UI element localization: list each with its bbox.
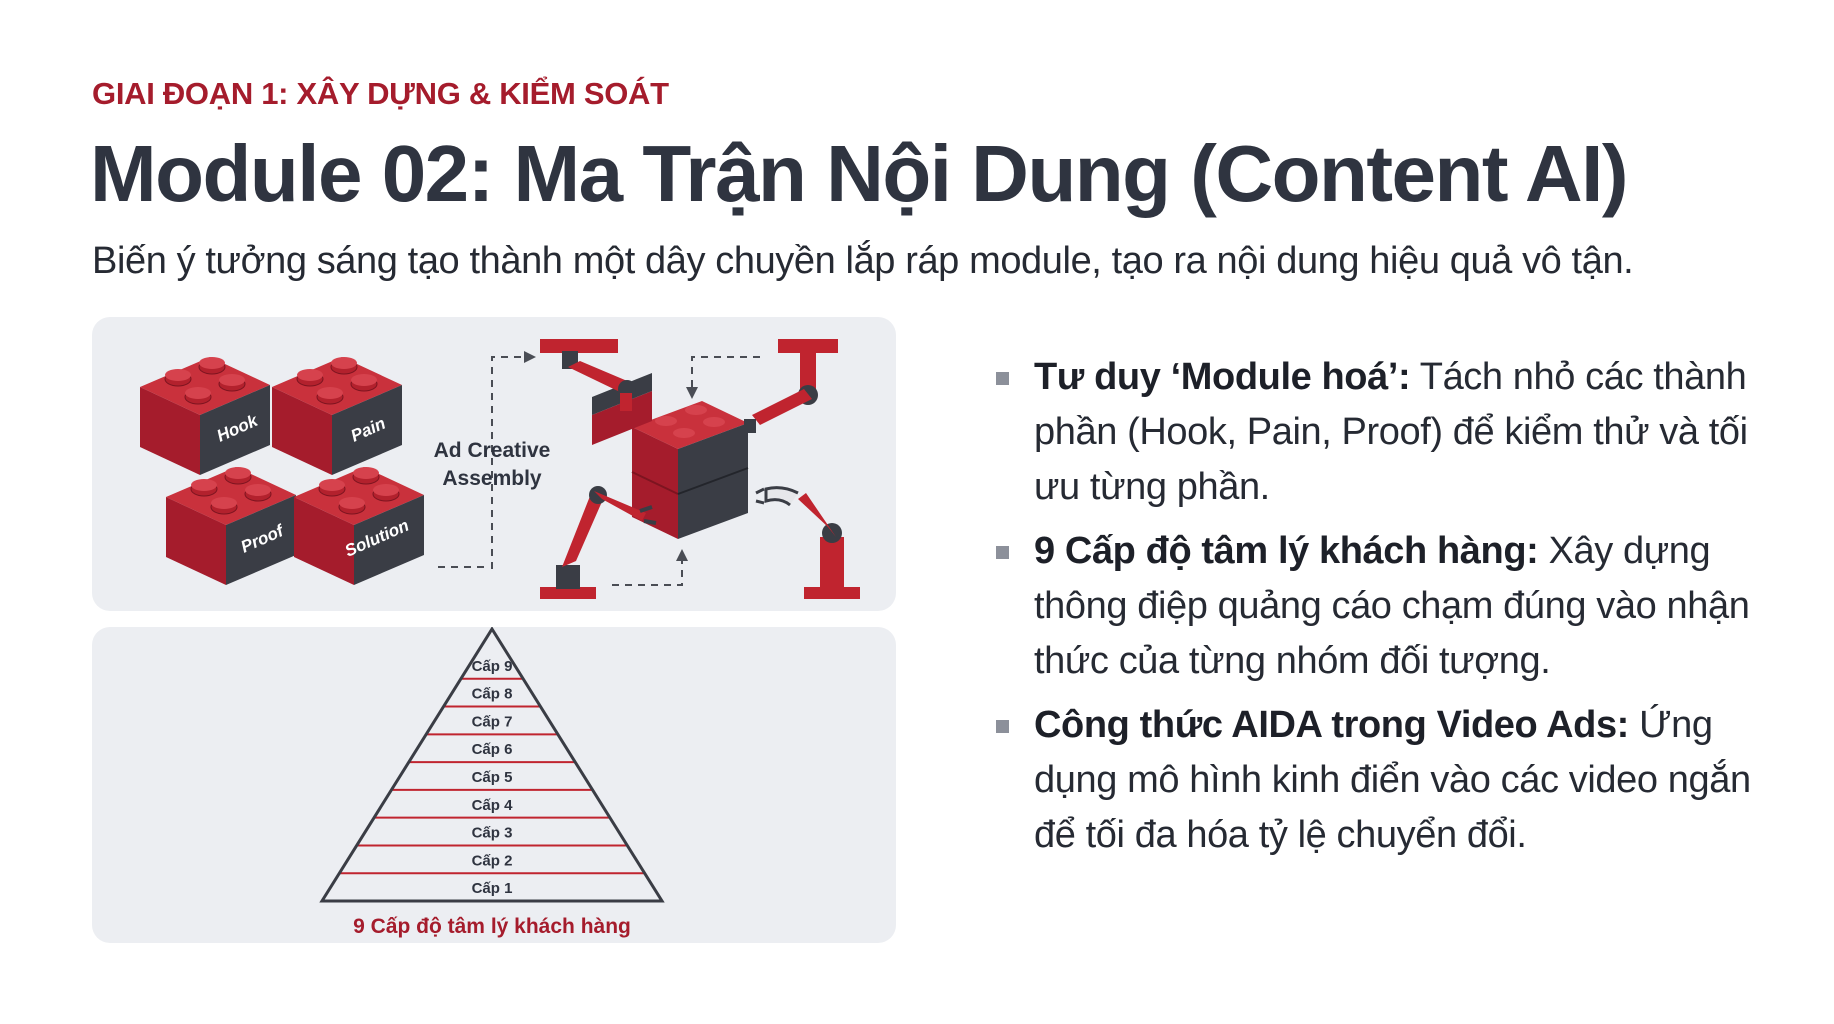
pyramid-level-label: Cấp 5 (471, 769, 513, 786)
pyramid-level-label: Cấp 3 (471, 824, 513, 842)
block-hook (140, 357, 270, 475)
pyramid-level-label: Cấp 8 (471, 685, 513, 703)
block-pain-label: Pain (347, 413, 389, 446)
pyramid-panel (92, 627, 896, 943)
bullet-text: Ứng dụng mô hình kinh điển vào các video ngắn để tối đa hóa tỷ lệ chuyển đổi. (1034, 704, 1751, 856)
pyramid-level-label: Cấp 7 (471, 713, 513, 731)
bullet-text: Xây dựng thông điệp quảng cáo chạm đúng vào nhận thức của từng nhóm đối tượng. (1034, 530, 1750, 682)
feature-bullet-list (996, 350, 1756, 872)
bullet-text: Tách nhỏ các thành phần (Hook, Pain, Proof) để kiểm thử và tối ưu từng phần. (1034, 356, 1748, 508)
robot-arm-bottom-right (756, 488, 860, 599)
bullet-heading: Công thức AIDA trong Video Ads: (1034, 704, 1629, 746)
pyramid-level-label: Cấp 6 (471, 741, 513, 759)
assembly-illustration (92, 317, 896, 611)
assembly-label-line2: Assembly (442, 467, 542, 490)
bullet-item-modularization (996, 350, 1756, 515)
customer-psychology-pyramid (92, 627, 896, 943)
assembly-illustration-panel (92, 317, 896, 611)
pyramid-level-label: Cấp 1 (471, 880, 513, 898)
block-hook-label: Hook (213, 411, 261, 446)
page-subtitle: Biến ý tưởng sáng tạo thành một dây chuyền lắp ráp module, tạo ra nội dung hiệu quả vô tận. (92, 240, 1634, 282)
bullet-heading: 9 Cấp độ tâm lý khách hàng: (1034, 530, 1539, 572)
block-proof (166, 467, 296, 585)
assembled-block (592, 373, 748, 539)
pyramid-level-label: Cấp 4 (471, 796, 513, 814)
bullet-square-icon (996, 546, 1009, 559)
bullet-heading: Tư duy ‘Module hoá’: (1034, 356, 1411, 398)
pyramid-caption: 9 Cấp độ tâm lý khách hàng (353, 915, 631, 938)
page-title: Module 02: Ma Trận Nội Dung (Content AI) (90, 129, 1627, 218)
pyramid-level-label: Cấp 9 (471, 657, 513, 675)
bullet-item-aida (996, 698, 1756, 863)
block-pain (272, 357, 402, 475)
block-solution (294, 467, 424, 585)
pyramid-level-labels (472, 658, 514, 897)
block-solution-label: Solution (341, 515, 412, 561)
robot-arm-top-right (744, 339, 838, 433)
bullet-square-icon (996, 372, 1009, 385)
bullet-square-icon (996, 720, 1009, 733)
pyramid-level-label: Cấp 2 (471, 852, 513, 870)
bullet-item-psychology-levels (996, 524, 1756, 689)
stage-label: GIAI ĐOẠN 1: XÂY DỰNG & KIỂM SOÁT (92, 76, 669, 111)
assembly-label-line1: Ad Creative (433, 439, 551, 462)
robot-arm-top-left (540, 339, 636, 411)
block-proof-label: Proof (237, 521, 287, 557)
